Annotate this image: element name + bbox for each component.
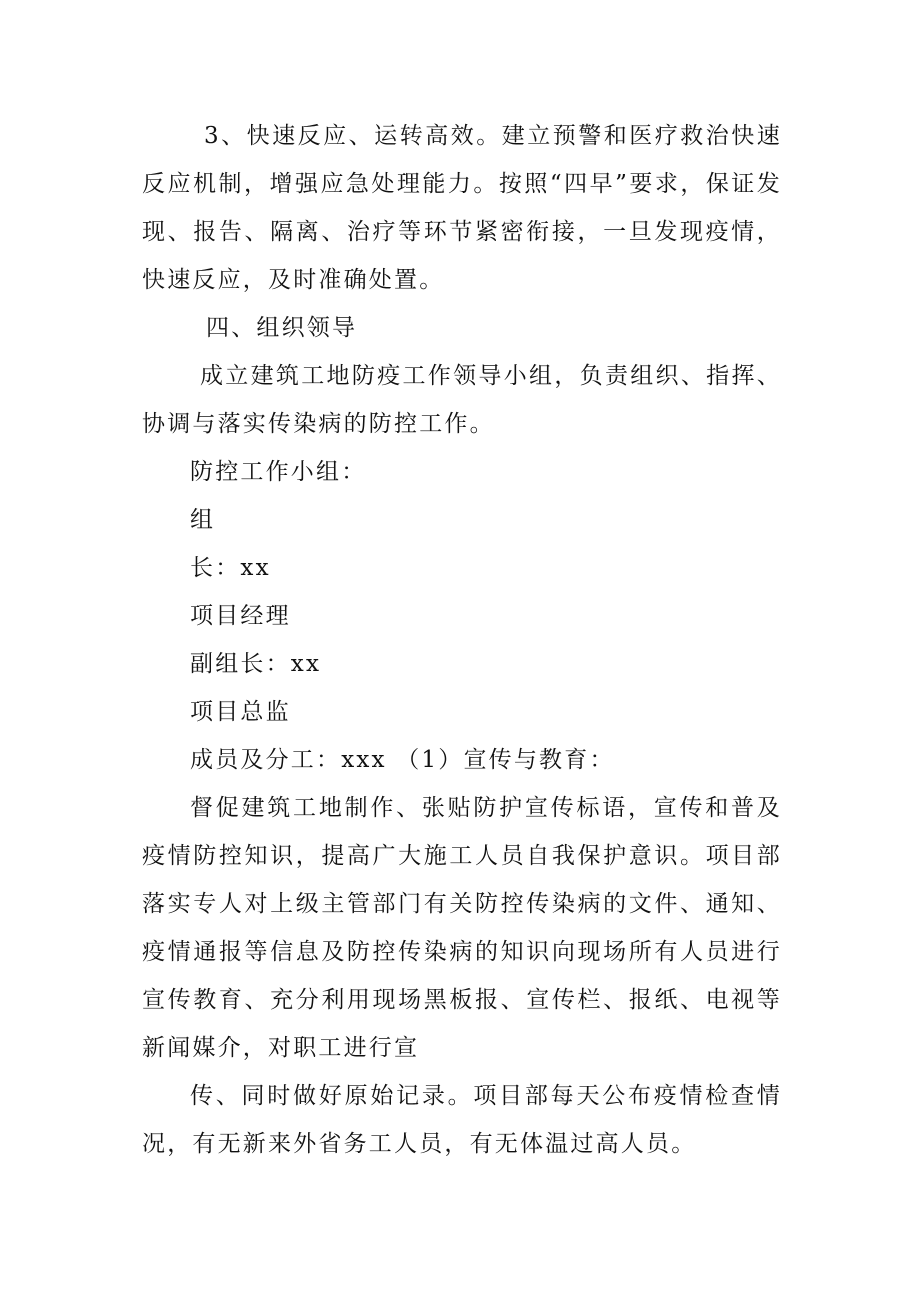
paragraph-records-report: 传、同时做好原始记录。项目部每天公布疫情检查情况，有无新来外省务工人员，有无体温过高人员。 <box>142 1083 782 1157</box>
line-deputy-leader: 副组长：xx <box>190 651 322 677</box>
paragraph-rapid-response: 3、快速反应、运转高效。建立预警和医疗救治快速反应机制，增强应急处理能力。按照“四早”要求，保证发现、报告、隔离、治疗等环节紧密衔接，一旦发现疫情，快速反应，及时准确处置。 <box>142 123 782 293</box>
line-group-leader: 长：xx <box>190 555 271 581</box>
paragraph-leadership-group: 成立建筑工地防疫工作领导小组，负责组织、指挥、协调与落实传染病的防控工作。 <box>142 363 782 437</box>
section-heading-organization: 四、组织领导 <box>206 315 358 341</box>
line-members-duties: 成员及分工：xxx （1）宣传与教育： <box>190 747 615 773</box>
line-project-supervisor: 项目总监 <box>190 699 291 725</box>
line-project-manager: 项目经理 <box>190 603 291 629</box>
line-group-prefix: 组 <box>190 507 216 533</box>
document-page <box>142 112 782 1168</box>
line-work-group: 防控工作小组： <box>190 459 367 485</box>
paragraph-publicity-education: 督促建筑工地制作、张贴防护宣传标语，宣传和普及疫情防控知识，提高广大施工人员自我保护意识。项目部落实专人对上级主管部门有关防控传染病的文件、通知、疫情通报等信息及防控传染病的知识向现场所有人员进行宣传教育、充分利用现场黑板报、宣传栏、报纸、电视等新闻媒介，对职工进行宣 <box>142 795 782 1061</box>
